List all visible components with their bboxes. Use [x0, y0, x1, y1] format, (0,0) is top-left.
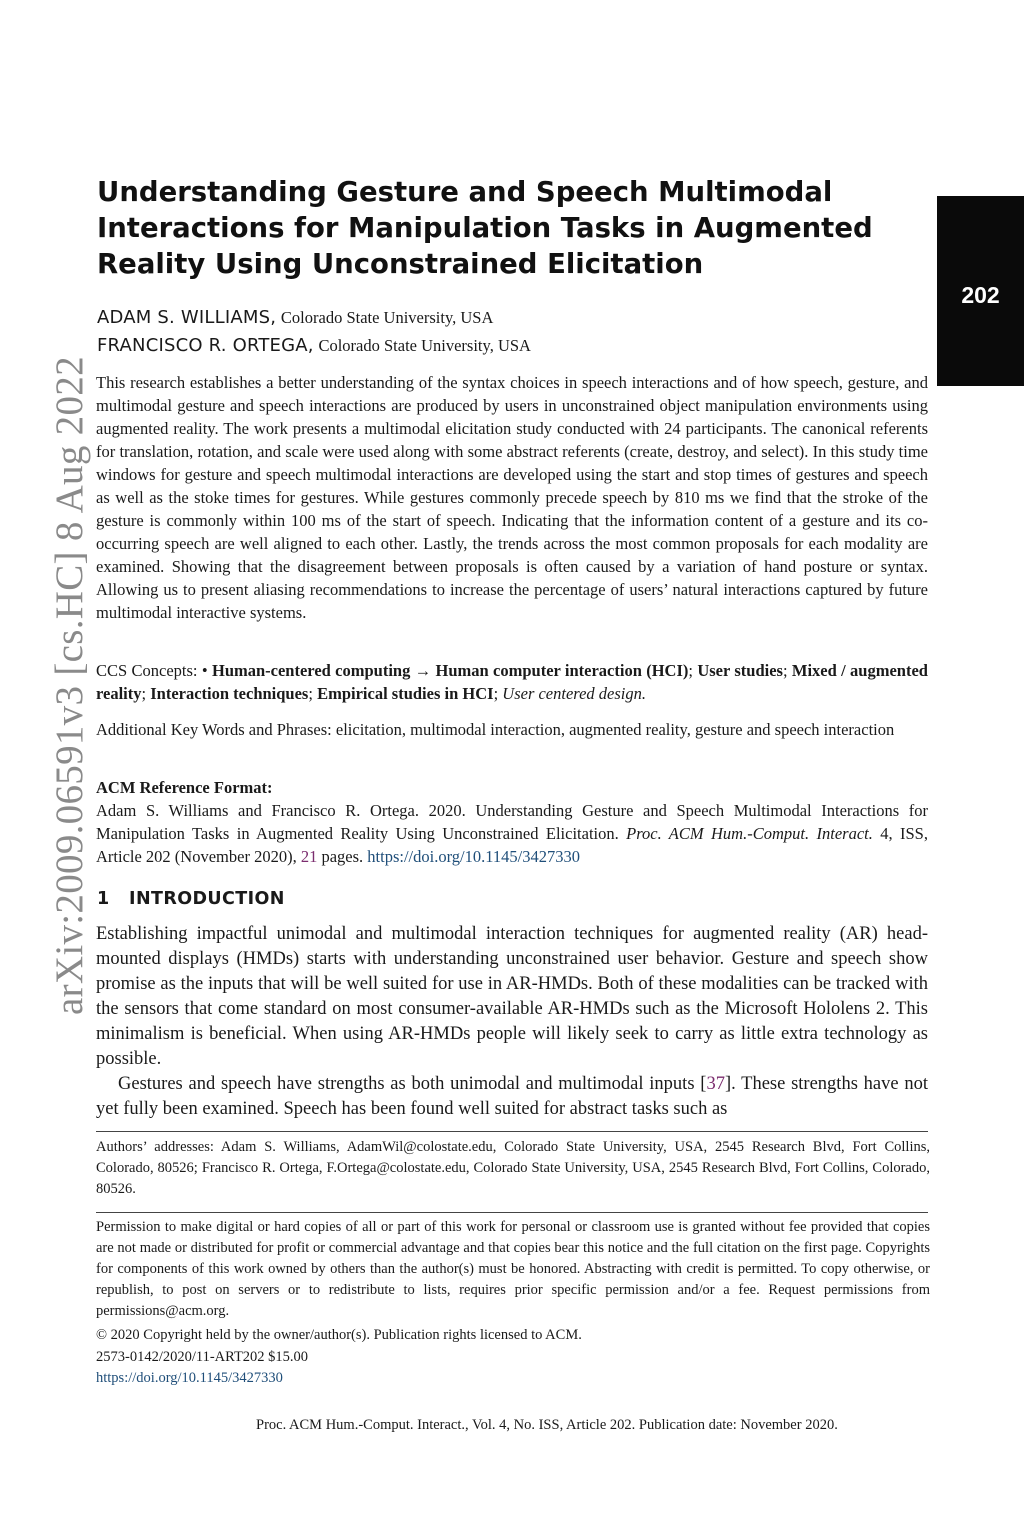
ccs-concepts — [96, 659, 928, 705]
reference-text: Adam S. Williams and Francisco R. Ortega. 2020. Understanding Gesture and Speech Multimodal Interactions for Manipulation Tasks in Augmented Reality Using Unconstrained Elicitation. — [96, 801, 928, 843]
section-heading: 1 INTRODUCTION — [97, 889, 285, 909]
ccs-separator: ; — [782, 661, 788, 680]
ccs-item: Empirical studies in HCI — [317, 684, 494, 703]
author-affiliation: Colorado State University, USA — [280, 308, 494, 327]
issn-line: 2573-0142/2020/11-ART202 $15.00 — [96, 1349, 309, 1365]
arxiv-side-stamp: arXiv:2009.06591v3 [cs.HC] 8 Aug 2022 — [48, 356, 91, 1015]
reference-journal: Proc. ACM Hum.-Comput. Interact. — [626, 824, 873, 843]
author-line — [97, 307, 493, 329]
intro-paragraph-1: Establishing impactful unimodal and multimodal interaction techniques for augmented reality (AR) head-mounted displays (HMDs) starts with understanding unconstrained user behavior. Gesture and speech show promise as the inputs that will be well suited for use in AR-HMDs. Both of these modalities can be tracked with the sensors that come standard on most consumer-available AR-HMDs such as the Microsoft Hololens 2. This minimalism is beneficial. When using AR-HMDs people will likely seek to carry as little extra technology as possible. — [96, 924, 928, 1069]
page-count-link[interactable]: 21 — [300, 847, 318, 866]
permission-divider — [96, 1212, 928, 1213]
article-number-tab — [937, 196, 1024, 386]
author-affiliation: Colorado State University, USA — [318, 336, 531, 355]
ccs-item: User studies — [697, 661, 783, 680]
ccs-item: User centered design. — [502, 684, 647, 703]
ccs-separator: ; — [308, 684, 318, 703]
intro-text: ]. These strengths have not yet fully been examined. Speech has been found well suited for abstract tasks such as — [96, 1074, 928, 1119]
ccs-item: Interaction techniques — [150, 684, 309, 703]
footer-doi-link[interactable]: https://doi.org/10.1145/3427330 — [96, 1370, 283, 1386]
author-name: FRANCISCO R. ORTEGA, — [97, 335, 314, 356]
reference-details: 4, ISS, Article 202 (November 2020), — [96, 824, 928, 866]
intro-paragraph-2 — [96, 1072, 928, 1122]
footnote-divider — [96, 1131, 928, 1132]
paper-title: Understanding Gesture and Speech Multimodal Interactions for Manipulation Tasks in Augmented Reality Using Unconstrained Elicitation — [97, 176, 873, 280]
ccs-label: CCS Concepts: • — [96, 661, 208, 680]
author-name: ADAM S. WILLIAMS, — [97, 307, 277, 328]
doi-link[interactable]: https://doi.org/10.1145/3427330 — [367, 847, 580, 866]
ccs-item: Human computer interaction (HCI) — [435, 661, 689, 680]
author-line — [97, 335, 531, 357]
ccs-separator: ; — [688, 661, 698, 680]
ccs-separator: ; — [493, 684, 503, 703]
ccs-arrow: → — [410, 661, 436, 680]
citation-link[interactable]: 37 — [706, 1074, 725, 1094]
permission-notice: Permission to make digital or hard copies of all or part of this work for personal or classroom use is granted without fee provided that copies are not made or distributed for profit or commercial advantage and that copies bear this notice and the full citation on the first page. Copyrights for components of this work owned by others than the author(s) must be honored. Abstracting with credit is permitted. To copy otherwise, or republish, to post on servers or to redistribute to lists, requires prior specific permission and/or a fee. Request permissions from permissions@acm.org. — [96, 1219, 930, 1319]
reference-heading: ACM Reference Format: — [96, 778, 273, 797]
abstract: This research establishes a better understanding of the syntax choices in speech interactions and of how speech, gesture, and multimodal gesture and speech interactions are produced by users in unconstrained object manipulation environments using augmented reality. The work presents a multimodal elicitation study conducted with 24 participants. The canonical referents for translation, rotation, and scale were used along with some abstract referents (create, destroy, and select). In this study time windows for gesture and speech multimodal interactions are developed using the start and stop times of gestures and speech as well as the stoke times for gestures. While gestures commonly precede speech by 810 ms we find that the stroke of the gesture is commonly within 100 ms of the start of speech. Indicating that the information content of a gesture and its co-occurring speech are well aligned to each other. Lastly, the trends across the most common proposals for each modality are examined. Showing that the disagreement between proposals is often caused by a variation of hand posture or syntax. Allowing us to present aliasing recommendations to increase the percentage of users’ natural interactions captured by future multimodal interactive systems. — [96, 373, 928, 622]
keywords: Additional Key Words and Phrases: elicitation, multimodal interaction, augmented reality, gesture and speech interaction — [96, 720, 895, 739]
ccs-separator: ; — [141, 684, 151, 703]
authors-addresses: Authors’ addresses: Adam S. Williams, AdamWil@colostate.edu, Colorado State University, USA, 2545 Research Blvd, Fort Collins, Colorado, 80526; Francisco R. Ortega, F.Ortega@colostate.edu, Colorado State University, USA, 2545 Research Blvd, Fort Collins, Colorado, 80526. — [96, 1139, 930, 1197]
ccs-item: Human-centered computing — [211, 661, 411, 680]
intro-text: Gestures and speech have strengths as both unimodal and multimodal inputs [ — [118, 1074, 707, 1094]
reference-format — [96, 776, 928, 868]
copyright-notice: © 2020 Copyright held by the owner/author(s). Publication rights licensed to ACM. — [96, 1327, 582, 1343]
article-number: 202 — [961, 282, 1000, 308]
page-footer: Proc. ACM Hum.-Comput. Interact., Vol. 4, No. ISS, Article 202. Publication date: November 2020. — [256, 1417, 838, 1433]
ccs-item: Mixed / augmented reality — [96, 661, 928, 703]
reference-pages-word: pages. — [317, 847, 368, 866]
